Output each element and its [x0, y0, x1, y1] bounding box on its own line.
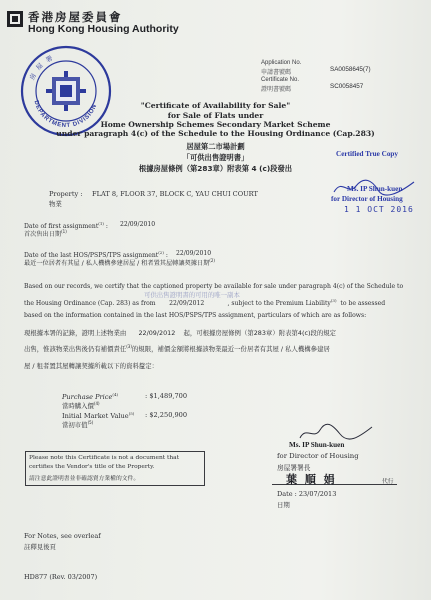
title-line-4: under paragraph 4(c) of the Schedule to the Housing Ordinance (Cap.283): [56, 129, 375, 138]
certify-paragraph-line-2: the Housing Ordinance (Cap. 283) as from 22/09/2012 , subject to the Premium Liability$^{(3)}$ to be assessed: [24, 298, 386, 308]
signatory-role: for Director of Housing: [277, 452, 359, 460]
certify-paragraph-zh-line-1: 現根據本署的記錄，證明上述物業由 22/09/2012 起，可根據房屋條例（第283章）附表第4(c)段的規定: [24, 329, 337, 337]
purchase-price-value: : $1,489,700: [145, 392, 188, 400]
last-assignment-date: 22/09/2010: [176, 250, 212, 257]
last-assignment-label: Date of the last HOS/PSPS/TPS assignment$^{(2)}$ :: [24, 250, 168, 260]
org-name-chinese: 香港房屋委員會: [28, 10, 123, 24]
notice-line-zh: 請注意此證明書並非確認賣方業權的文件。: [29, 476, 140, 482]
certified-true-copy-label: Certified True Copy: [336, 150, 399, 158]
faint-overprint-text: 可供出售證明書的可用的唯一副本: [144, 291, 240, 299]
notice-line-2: certifies the Vendor's title of the Property.: [29, 464, 155, 470]
certify-paragraph-zh-line-3: 屋 / 租者置其屋轉讓契據所載以下的資料釐定：: [24, 362, 159, 370]
signatory-role-zh: 房屋署署長: [277, 464, 311, 472]
certificate-number-label-zh: 證明書號碼: [261, 87, 292, 93]
title-line-2: for Sale of Flats under: [167, 111, 264, 120]
certified-date: 1 1 OCT 2016: [344, 205, 414, 214]
title-zh-line-3: 根據房屋條例（第283章）附表第 4 (c)段發出: [138, 164, 293, 173]
initial-market-value-value: : $2,250,900: [145, 411, 188, 419]
certify-paragraph-zh-line-2: 出售，惟該物業出售後仍有補價責任$^{(3)}$的規限，補價金額將根據該物業最近一份居者有其屋 / 私人機構參建居: [24, 344, 330, 354]
certify-paragraph-line-1: Based on our records, we certify that the captioned property be available for sale under paragraph 4(c) of the Schedule to: [24, 283, 404, 290]
certify-paragraph-line-3: based on the information contained in the last HOS/PSPS/TPS assignment, particulars of which are as follows:: [24, 312, 367, 319]
title-zh-line-1: 居屋第二市場計劃: [186, 142, 245, 151]
first-assignment-label-zh: 首次售出日期$^{(1)}$: [24, 229, 67, 239]
property-label-zh: 物業: [49, 200, 62, 208]
signatory-name: Ms. IP Shun-kuen: [289, 441, 345, 449]
first-assignment-label: Date of first assignment$^{(1)}$ :: [24, 221, 108, 231]
title-zh-line-2: 「可供出售證明書」: [182, 153, 249, 162]
signatory-name-chop: 葉 順 娟: [286, 473, 337, 486]
svg-text:房 屋 署: 房 屋 署: [27, 53, 56, 82]
property-value: FLAT 8, FLOOR 37, BLOCK C, YAU CHUI COURT: [92, 190, 258, 198]
title-line-3: Home Ownership Schemes Secondary Market Scheme: [100, 120, 331, 129]
purchase-price-label: Purchase Price$^{(4)}$: [62, 392, 119, 402]
certificate-title: "Certificate of Availability for Sale": [140, 101, 291, 110]
org-name-english: Hong Kong Housing Authority: [28, 23, 179, 35]
svg-text:DEPARTMENT DIVISION: DEPARTMENT DIVISION: [32, 99, 99, 130]
last-assignment-label-zh: 最近一位居者有其屋 / 私人機構參建居屋 / 租者置其屋轉讓契據日期$^{(2)}$: [24, 258, 215, 268]
certificate-number-value: SC0058457: [330, 83, 364, 90]
acting-label: 代行: [382, 479, 394, 485]
form-code: HD877 (Rev. 03/2007): [24, 573, 98, 581]
property-label: Property :: [49, 190, 83, 198]
application-number-value: SA0058645(7): [330, 66, 371, 73]
certified-by-role: for Director of Housing: [331, 195, 403, 203]
application-number-label: Application No.: [261, 60, 302, 66]
housing-authority-logo-icon: [7, 11, 23, 27]
available-from-date: 22/09/2012: [169, 300, 205, 308]
purchase-price-label-zh: 當時購入價$^{(4)}$: [62, 401, 100, 411]
first-assignment-date: 22/09/2010: [120, 221, 156, 228]
issue-date-label-zh: 日期: [277, 501, 290, 509]
initial-market-value-label: Initial Market Value$^{(5)}$: [62, 411, 135, 421]
notes-reference-zh: 註釋見後頁: [24, 543, 56, 551]
issue-date: Date : 23/07/2013: [277, 490, 337, 498]
certified-by-name: Ms. IP Shun-kuen: [347, 185, 403, 193]
notice-line-1: Please note this Certificate is not a document that: [29, 455, 180, 461]
notes-reference: For Notes, see overleaf: [24, 532, 101, 540]
initial-market-value-label-zh: 當初市值$^{(5)}$: [62, 420, 94, 430]
certificate-number-label: Certificate No.: [261, 77, 300, 83]
application-number-label-zh: 申請書號碼: [261, 70, 292, 76]
